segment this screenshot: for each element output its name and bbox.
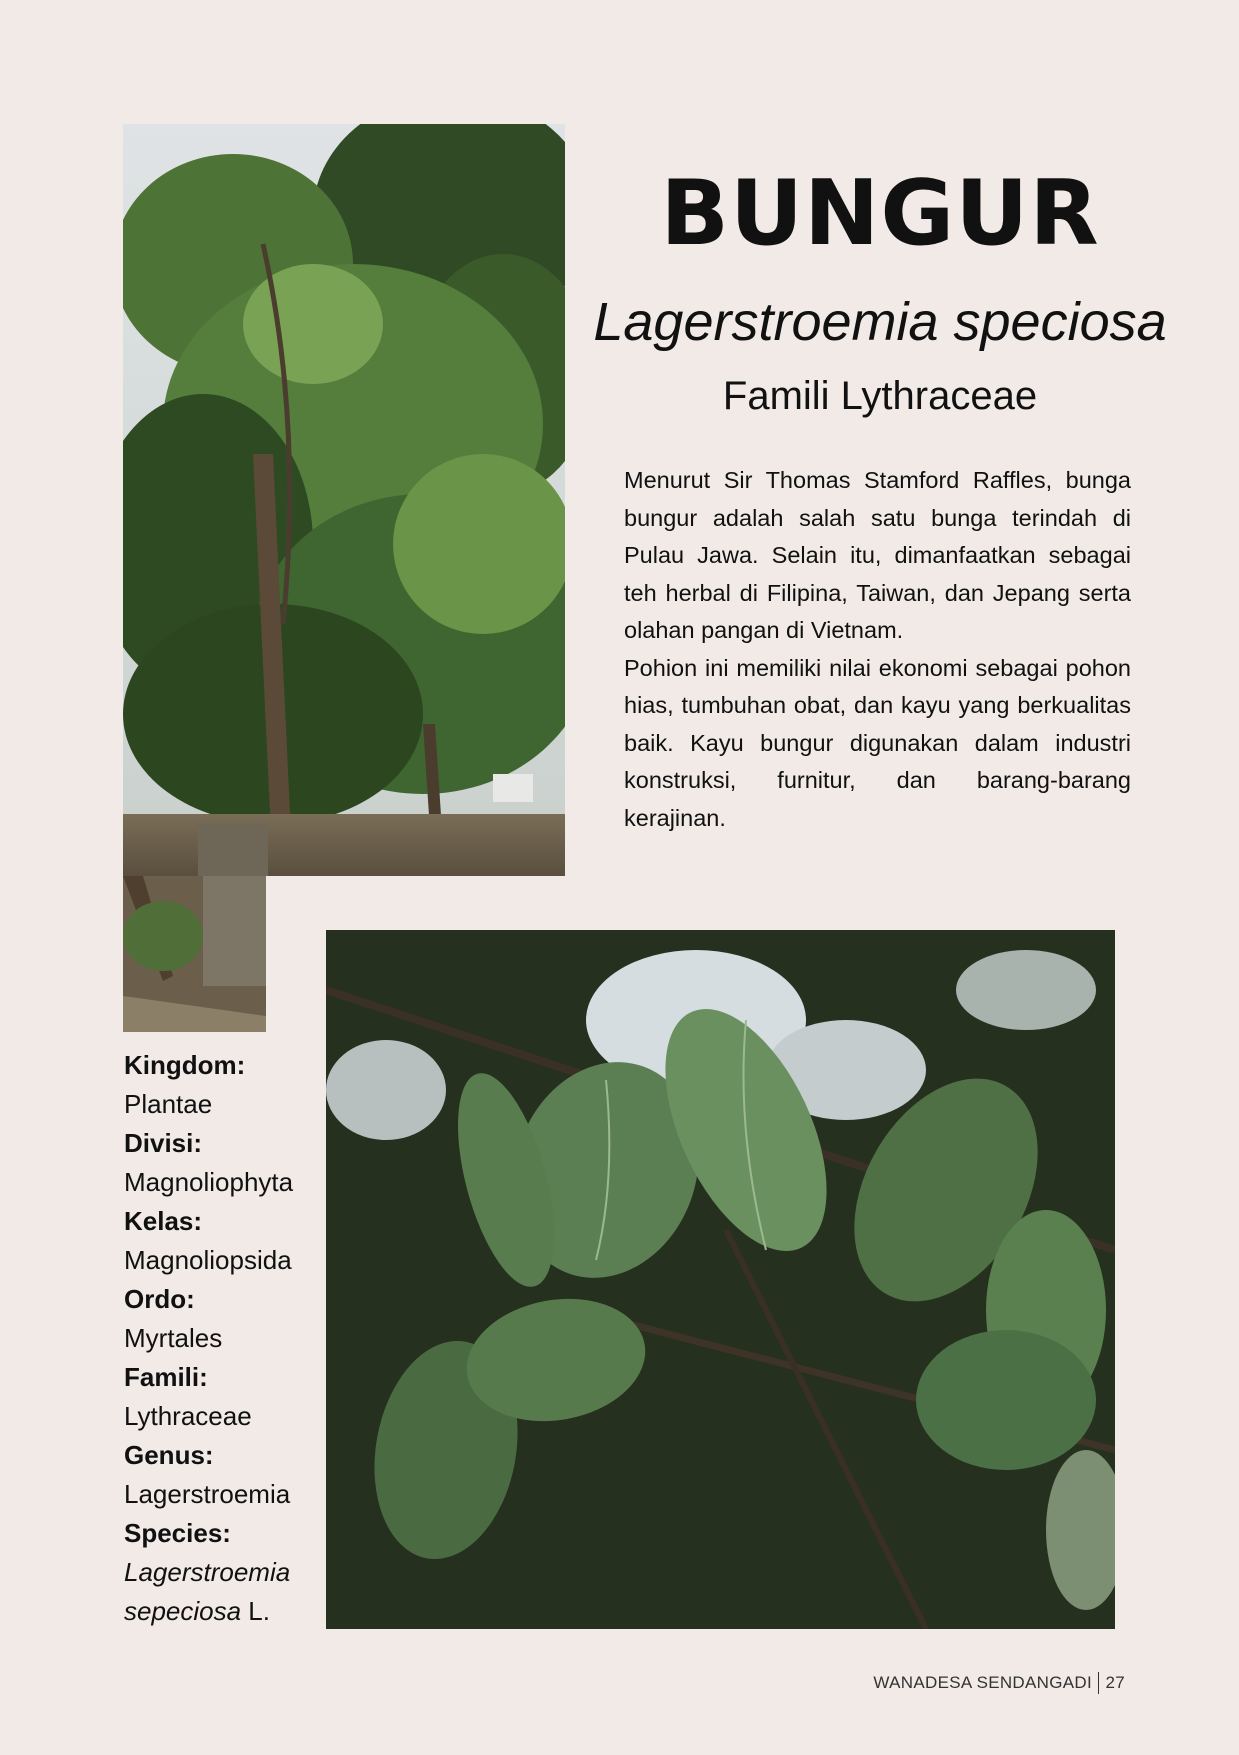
ordo-label: Ordo: bbox=[124, 1284, 195, 1314]
publication-name: WANADESA SENDANGADI bbox=[873, 1673, 1092, 1692]
page-number: 27 bbox=[1105, 1673, 1125, 1692]
species-genus-italic: Lagerstroemia bbox=[124, 1557, 291, 1587]
leaf-closeup-photo bbox=[326, 930, 1115, 1629]
kelas-value: Magnoliopsida bbox=[124, 1245, 292, 1275]
kingdom-value: Plantae bbox=[124, 1089, 213, 1119]
species-epithet-italic: sepeciosa bbox=[124, 1596, 242, 1626]
tree-photo bbox=[123, 124, 565, 876]
species-value-line-1 bbox=[124, 1553, 324, 1592]
species-author: L. bbox=[241, 1596, 270, 1626]
divisi-value: Magnoliophyta bbox=[124, 1167, 294, 1197]
genus-label: Genus: bbox=[124, 1440, 214, 1470]
description-paragraph-2: Pohion ini memiliki nilai ekonomi sebagai pohon hias, tumbuhan obat, dan kayu yang berkualitas baik. Kayu bungur digunakan dalam industri konstruksi, furnitur, dan barang-barang kerajinan. bbox=[624, 654, 1131, 831]
scientific-name: Lagerstroemia speciosa bbox=[593, 292, 1167, 352]
genus-value: Lagerstroemia bbox=[124, 1479, 291, 1509]
famili-value: Lythraceae bbox=[124, 1401, 252, 1431]
tree-photo-lower-strip bbox=[123, 876, 266, 1032]
description-paragraph-1: Menurut Sir Thomas Stamford Raffles, bunga bungur adalah salah satu bunga terindah di Pulau Jawa. Selain itu, dimanfaatkan sebagai teh herbal di Filipina, Taiwan, dan Jepang serta olahan pangan di Vietnam. bbox=[624, 467, 1131, 643]
page-title: BUNGUR bbox=[660, 161, 1100, 266]
page-footer bbox=[873, 1672, 1125, 1694]
ordo-value: Myrtales bbox=[124, 1323, 223, 1353]
taxonomy-list bbox=[124, 1046, 324, 1631]
description bbox=[624, 462, 1131, 837]
kelas-label: Kelas: bbox=[124, 1206, 203, 1236]
family-subtitle: Famili Lythraceae bbox=[722, 374, 1038, 418]
footer-divider bbox=[1098, 1672, 1100, 1694]
divisi-label: Divisi: bbox=[124, 1128, 203, 1158]
famili-label: Famili: bbox=[124, 1362, 208, 1392]
kingdom-label: Kingdom: bbox=[124, 1050, 246, 1080]
species-value-line-2 bbox=[124, 1592, 324, 1631]
species-label: Species: bbox=[124, 1518, 231, 1548]
